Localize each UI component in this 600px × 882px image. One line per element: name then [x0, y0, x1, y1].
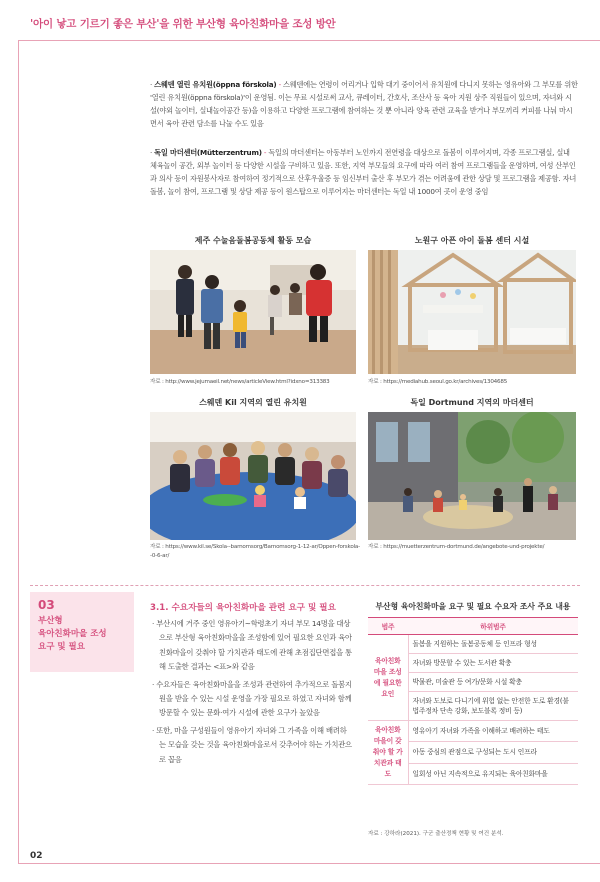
photo-source: 자료 : http://www.jejumaeil.net/news/articleView.html?idxno=313383	[150, 379, 330, 385]
photo-source: 자료 : https://mediahub.seoul.go.kr/archives/1304685	[368, 379, 508, 385]
section-number: 03	[38, 598, 55, 612]
bullet-text: 독일의 마더센터는 아동부터 노인까지 전연령을 대상으로 돌봄이 이루어지며, 각종 프로그램실, 실내 체육놀이 공간, 외부 놀이터 등 다양한 시설을 구비하고 있음. 또한, 지역 부모들의 요구에 따라 여러 참여 프로그램들을 운영하며, 여성 산부인과 의사 등이 자원봉사자로 참여하여 정기적으로 산후우울증 등 임신부터 출산 후 부모가 겪는 어려움에 관한 상담 및 프로그램을 제공함. 자녀 돌봄, 놀이 참여, 프로그램 및 상담 제공 등이 원스탑으로 이루어지는 마더센터는 독일 내 1000여 곳이 운영 중임	[150, 148, 577, 196]
page-border-bottom	[18, 863, 600, 864]
table-cell: 영유아기 자녀와 가족을 이해하고 배려하는 태도	[408, 721, 578, 742]
subsection-bullets	[152, 617, 352, 770]
table-title: 부산형 육아친화마을 요구 및 필요 수요자 조사 주요 내용	[375, 602, 571, 611]
page-border-top	[18, 40, 600, 41]
photo-title: 제주 수눌음돌봄공동체 활동 모습	[194, 236, 312, 245]
section-name: 부산형 육아친화마을 조성 요구 및 필요	[38, 616, 107, 652]
photo-source: 자료 : https://www.kil.se/Skola--barnomsorg/Barnomsorg-1-12-ar/Oppen-forskola--0-6-ar/	[150, 544, 360, 559]
header-title: '아이 낳고 기르기 좋은 부산'을 위한 부산형 육아친화마을 조성 방안	[30, 18, 336, 30]
photo-kil-open-preschool	[150, 412, 356, 540]
requirements-table	[368, 617, 578, 785]
table-category-cell: 육아친화 마을 조성에 필요한 요인	[368, 635, 408, 721]
photo-dortmund-mother-center	[368, 412, 576, 540]
bullet-marker: ·	[150, 80, 155, 89]
photo-source: 자료 : https://muetterzentrum-dortmund.de/angebote-und-projekte/	[368, 544, 545, 550]
table-cell: 돌봄을 지원하는 돌봄공동체 등 인프라 형성	[408, 635, 578, 654]
photo-nowon-sick-child-center	[368, 250, 576, 374]
table-header-category: 범주	[368, 618, 408, 635]
photo-jeju-care-community	[150, 250, 356, 374]
photo-title: 스웨덴 Kil 지역의 열린 유치원	[199, 398, 307, 407]
table-source: 자료 : 강하라(2021). 구군 출산정책 현황 및 여건 분석.	[368, 831, 504, 837]
list-item: · 부산시에 거주 중인 영유아기~학령초기 자녀 부모 14명을 대상으로 부산형 육아친화마을을 조성함에 있어 필요한 요인과 육아친화마을이 갖춰야 할 가치관과 태도에 관해 초점집단면접을 통해 도출한 결과는 <표>와 같음	[152, 619, 352, 672]
table-row	[368, 635, 578, 654]
bullet-term: 독일 마더센터(Mütterzentrum)	[154, 148, 262, 157]
bullet-marker: ·	[150, 148, 155, 157]
table-cell: 아동 중심의 관점으로 구성되는 도시 인프라	[408, 742, 578, 763]
table-header-row	[368, 618, 578, 635]
list-item: · 수요자들은 육아친화마을을 조성과 관련하여 추가적으로 돌봄지원을 받을 수 있는 시설 운영을 가장 필요로 하였고 자녀와 함께 방문할 수 있는 문화·여가 시설에 관한 요구가 높았음	[152, 679, 352, 718]
table-header-subcategory: 하위범주	[408, 618, 578, 635]
subsection-title: 3.1. 수요자들의 육아친화마을 관련 요구 및 필요	[150, 603, 336, 613]
table-cell: 자녀와 도보로 다니기에 위험 없는 안전한 도로 환경(불법주정차 단속 강화, 보도블록 정비 등)	[408, 692, 578, 721]
table-cell: 일회성 아닌 지속적으로 유지되는 육아친화마을	[408, 763, 578, 784]
list-item: · 또한, 마을 구성원들이 영유아기 자녀와 그 가족을 이해 배려하는 모습을 갖는 것을 육아친화마을로서 갖추어야 하는 가치관으로 꼽음	[152, 725, 352, 764]
table-category-cell: 육아친화 마을이 갖춰야 할 가치관과 태도	[368, 721, 408, 785]
photo-title: 독일 Dortmund 지역의 마더센터	[410, 398, 534, 407]
bullet-sweden: · 스웨덴 열린 유치원(öppna förskola) - 스웨덴에는 연령이 어리거나 입학 대기 중이어서 유치원에 다니지 못하는 영유아와 그 부모를 위한 '열린 유치원(öppna förskola)'이 운영됨. 이는 무료 시설로써 교사, 큐레이터, 간호사, 조산사 등 육아 지원 상주 직원들이 있으며, 자녀와 시설(야외 놀이터, 실내놀이공간 등)을 이용하고 다양한 프로그램에 참여하는 것 뿐 아니라 양육 관련 교육을 받거나 부모끼리 커피를 나눠 마시면서 육아 관련 담소를 나눌 수도 있음	[150, 80, 578, 128]
page-number: 02	[30, 851, 43, 861]
section-divider	[30, 585, 580, 586]
section-box	[30, 592, 134, 672]
bullet-text: 스웨덴에는 연령이 어리거나 입학 대기 중이어서 유치원에 다니지 못하는 영유아와 그 부모를 위한 '열린 유치원(öppna förskola)'이 운영됨. 이는 무료 시설로써 교사, 큐레이터, 간호사, 조산사 등 육아 지원 상주 직원들이 있으며, 자녀와 시설(야외 놀이터, 실내놀이공간 등)을 이용하고 다양한 프로그램에 참여하는 것 뿐 아니라 양육 관련 교육을 받거나 부모끼리 커피를 나눠 마시면서 육아 관련 담소를 나눌 수도 있음	[150, 80, 578, 128]
bullet-term: 스웨덴 열린 유치원(öppna förskola)	[154, 80, 277, 89]
table-cell: 박물관, 미술관 등 여가/문화 시설 확충	[408, 673, 578, 692]
page-border-left	[18, 40, 19, 864]
bullet-germany: · 독일 마더센터(Mütterzentrum) - 독일의 마더센터는 아동부터 노인까지 전연령을 대상으로 돌봄이 이루어지며, 각종 프로그램실, 실내 체육놀이 공간, 외부 놀이터 등 다양한 시설을 구비하고 있음. 또한, 지역 부모들의 요구에 따라 여러 참여 프로그램들을 운영하며, 여성 산부인과 의사 등이 자원봉사자로 참여하여 정기적으로 산후우울증 등 임신부터 출산 후 부모가 겪는 어려움에 관한 상담 및 프로그램을 제공함. 자녀 돌봄, 놀이 참여, 프로그램 및 상담 제공 등이 원스탑으로 이루어지는 마더센터는 독일 내 1000여 곳이 운영 중임	[150, 148, 577, 196]
table-cell: 자녀와 방문할 수 있는 도서관 확충	[408, 654, 578, 673]
table-row	[368, 721, 578, 742]
photo-title: 노원구 아픈 아이 돌봄 센터 시설	[414, 236, 530, 245]
